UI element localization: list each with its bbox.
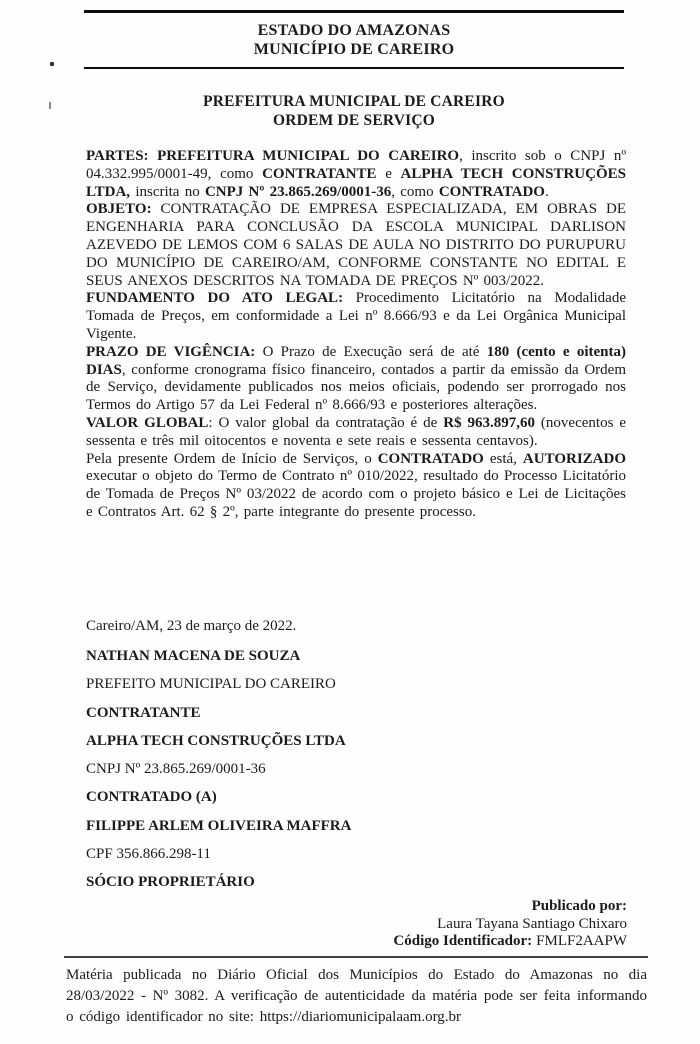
signature-line: FILIPPE ARLEM OLIVEIRA MAFFRA xyxy=(86,817,352,834)
paragraph-partes: PARTES: PREFEITURA MUNICIPAL DO CAREIRO, inscrito sob o CNPJ nº 04.332.995/0001-49, como CONTRATANTE e ALPHA TECH CONSTRUÇÕES LTDA, inscrita no CNPJ Nº 23.865.269/0001-36, como CONTRATADO. xyxy=(86,148,626,200)
letterhead-municipality: MUNICÍPIO DE CAREIRO xyxy=(253,41,455,58)
letterhead xyxy=(84,21,624,59)
published-by-name: Laura Tayana Santiago Chixaro xyxy=(437,915,627,932)
footer-note: Matéria publicada no Diário Oficial dos Municípios do Estado do Amazonas no dia 28/03/2022 - Nº 3082. A verificação de autenticidade da matéria pode ser feita informando o código identificador no site: https://diariomunicipalaam.org.br xyxy=(66,967,647,1025)
signature-line: NATHAN MACENA DE SOUZA xyxy=(86,648,301,664)
letterhead-top-rule xyxy=(84,10,624,13)
signature-line: CPF 356.866.298-11 xyxy=(86,846,211,863)
signature-block xyxy=(86,648,626,903)
paragraph-fundamento: FUNDAMENTO DO ATO LEGAL: Procedimento Licitatório na Modalidade Tomada de Preços, em conformidade a Lei nº 8.666/93 e da Lei Orgânica Municipal Vigente. xyxy=(86,290,626,342)
date-line: Careiro/AM, 23 de março de 2022. xyxy=(86,618,297,634)
paragraph-objeto: OBJETO: CONTRATAÇÃO DE EMPRESA ESPECIALIZADA, EM OBRAS DE ENGENHARIA PARA CONCLUSÃO DA ESCOLA MUNICIPAL DARLISON AZEVEDO DE LEMOS COM 6 SALAS DE AULA NO DISTRITO DO PURUPURU DO MUNICÍPIO DE CAREIRO/AM, CONFORME CONSTANTE NO EDITAL E SEUS ANEXOS DESCRITOS NA TOMADA DE PREÇOS Nº 003/2022. xyxy=(86,201,626,289)
letterhead-state: ESTADO DO AMAZONAS xyxy=(257,22,451,39)
footer-divider xyxy=(64,956,648,958)
title-entity: PREFEITURA MUNICIPAL DE CAREIRO xyxy=(203,93,505,110)
publisher-block xyxy=(86,898,627,951)
signature-line: CNPJ Nº 23.865.269/0001-36 xyxy=(86,761,266,778)
paragraph-autorizacao: Pela presente Ordem de Início de Serviços, o CONTRATADO está, AUTORIZADO executar o objeto do Termo de Contrato nº 010/2022, resultado do Processo Licitatório de Tomada de Preços Nº 03/2022 de acordo com o projeto básico e Lei de Licitações e Contratos Art. 62 § 2º, parte integrante do presente processo. xyxy=(86,450,626,520)
body-paragraphs xyxy=(86,148,626,522)
title-document-type: ORDEM DE SERVIÇO xyxy=(273,111,435,129)
scan-speck xyxy=(50,62,54,66)
document-title xyxy=(84,93,624,130)
signature-line: SÓCIO PROPRIETÁRIO xyxy=(86,874,255,891)
identifier-code-value: FMLF2AAPW xyxy=(536,933,627,950)
identifier-code-label: Código Identificador: xyxy=(393,933,533,950)
paragraph-prazo: PRAZO DE VIGÊNCIA: O Prazo de Execução será de até 180 (cento e oitenta) DIAS, conforme cronograma físico financeiro, contados a partir da emissão da Ordem de Serviço, devidamente publicados nos meios oficiais, podendo ser prorrogado nos Termos do Artigo 57 da Lei Federal nº 8.666/93 e posteriores alterações. xyxy=(86,343,626,414)
paragraph-valor: VALOR GLOBAL: O valor global da contratação é de R$ 963.897,60 (novecentos e sessenta e três mil oitocentos e noventa e sete reais e sessenta centavos). xyxy=(86,414,626,449)
signature-line: CONTRATANTE xyxy=(86,704,201,721)
signature-line: ALPHA TECH CONSTRUÇÕES LTDA xyxy=(86,732,346,749)
signature-line: PREFEITO MUNICIPAL DO CAREIRO xyxy=(86,676,336,693)
identifier-code-line xyxy=(86,933,627,951)
scan-speck xyxy=(49,102,51,109)
signature-line: CONTRATADO (A) xyxy=(86,789,217,806)
letterhead-bottom-rule xyxy=(84,67,624,69)
published-by-label: Publicado por: xyxy=(531,898,627,914)
